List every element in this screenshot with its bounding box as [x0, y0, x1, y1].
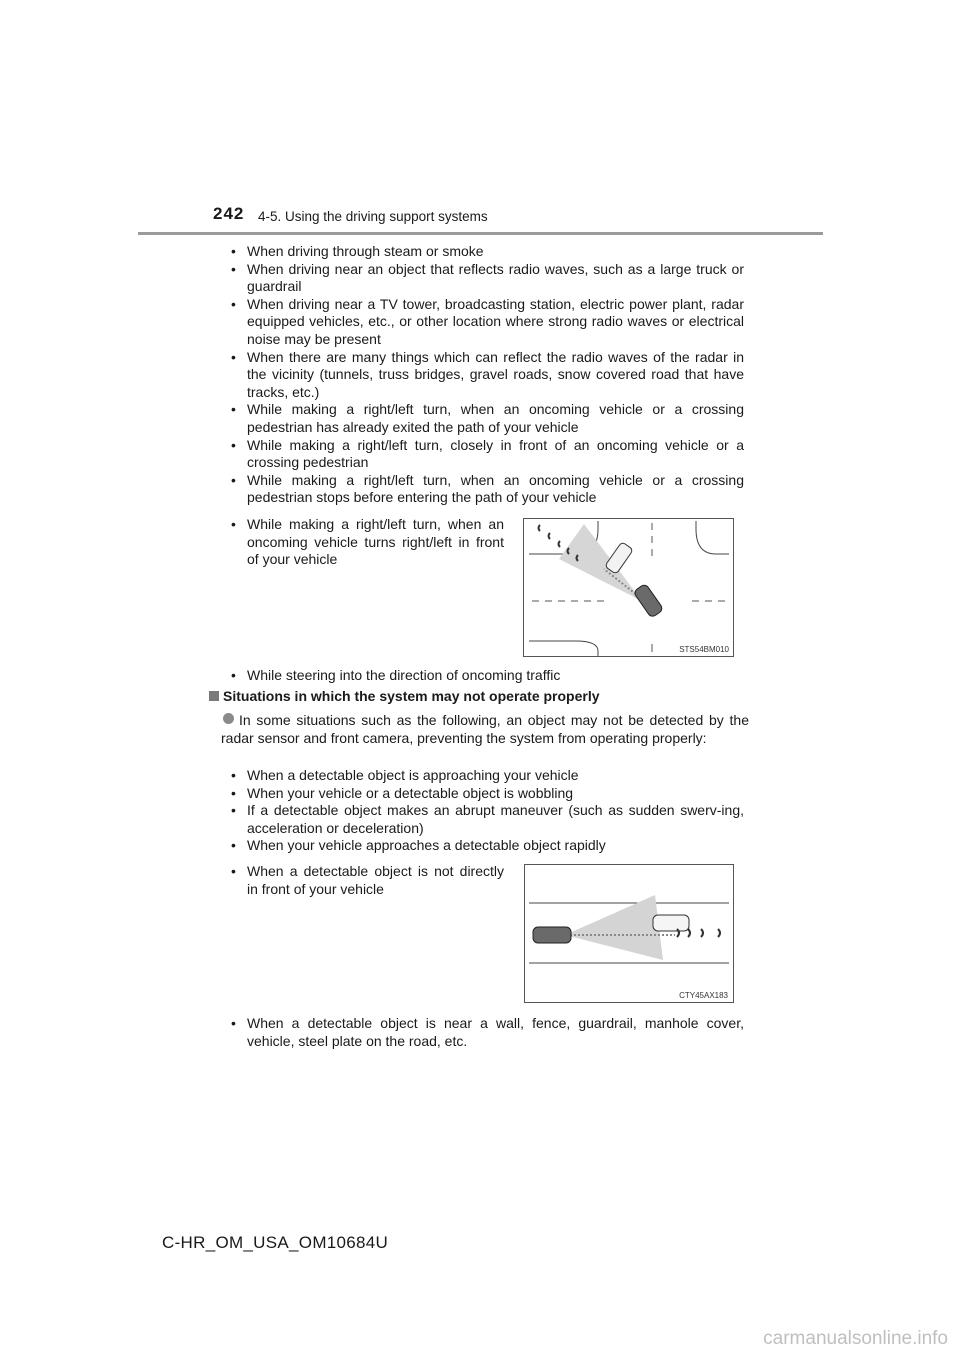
list-item: • While making a right/left turn, closely in front of an oncoming vehicle or a crossing pedestrian [231, 436, 744, 471]
bullet-last [229, 1015, 744, 1050]
list-item: • While making a right/left turn, when an oncoming vehicle or a crossing pedestrian stops before entering the path of your vehicle [231, 471, 744, 506]
list-item: • When there are many things which can reflect the radio waves of the radar in the vicinity (tunnels, truss bridges, gravel roads, snow covered road that have tracks, etc.) [231, 348, 744, 400]
list-item: • While steering into the direction of oncoming traffic [231, 667, 561, 683]
bullet-figure2-text [229, 863, 504, 898]
list-item: • When your vehicle approaches a detectable object rapidly [231, 837, 606, 854]
list-item: • If a detectable object makes an abrupt maneuver (such as sudden swerv-ing, acceleration or deceleration) [231, 802, 744, 836]
list-item: • While making a right/left turn, when an oncoming vehicle or a crossing pedestrian has already exited the path of your vehicle [231, 401, 744, 435]
list-item: • When driving near a TV tower, broadcasting station, electric power plant, radar equipped vehicles, etc., or other location where strong radio waves or electrical noise may be present [231, 295, 744, 347]
figure-offset-object [524, 864, 734, 1003]
figure-code: CTY45AX183 [679, 991, 728, 1000]
list-item: • When a detectable object is approaching your vehicle [231, 767, 579, 783]
list-item: • When a detectable object is not directly in front of your vehicle [231, 863, 504, 897]
subsection-heading: Situations in which the system may not operate properly [209, 688, 600, 704]
header-divider [138, 232, 823, 235]
section-title: 4-5. Using the driving support systems [258, 209, 488, 224]
list-item: • While making a right/left turn, when an oncoming vehicle turns right/left in front of your vehicle [231, 516, 504, 568]
list-item: • When driving through steam or smoke [231, 243, 484, 259]
list-item: • When your vehicle or a detectable object is wobbling [231, 784, 574, 801]
watermark: carmanualsonline.info [763, 1328, 948, 1349]
page-number: 242 [213, 204, 245, 223]
bullet-list-mid [229, 767, 744, 855]
bullet-after-figure1 [229, 667, 744, 685]
figure-turning-vehicles [523, 518, 734, 657]
figure-code: STS54BM010 [679, 645, 729, 654]
bullet-list-top [229, 243, 744, 507]
list-item: • When driving near an object that reflects radio waves, such as a large truck or guardrail [231, 260, 744, 295]
intro-paragraph: In some situations such as the following, an object may not be detected by the radar sensor and front camera, preventing the system from operating properly: [221, 712, 749, 746]
square-bullet-icon [209, 691, 219, 701]
intersection-illustration [524, 519, 733, 656]
list-item: • When a detectable object is near a wall, fence, guardrail, manhole cover, vehicle, steel plate on the road, etc. [231, 1015, 744, 1049]
bullet-figure1-text [229, 516, 504, 569]
road-illustration [525, 865, 733, 1002]
document-code-footer: C-HR_OM_USA_OM10684U [162, 1233, 389, 1252]
